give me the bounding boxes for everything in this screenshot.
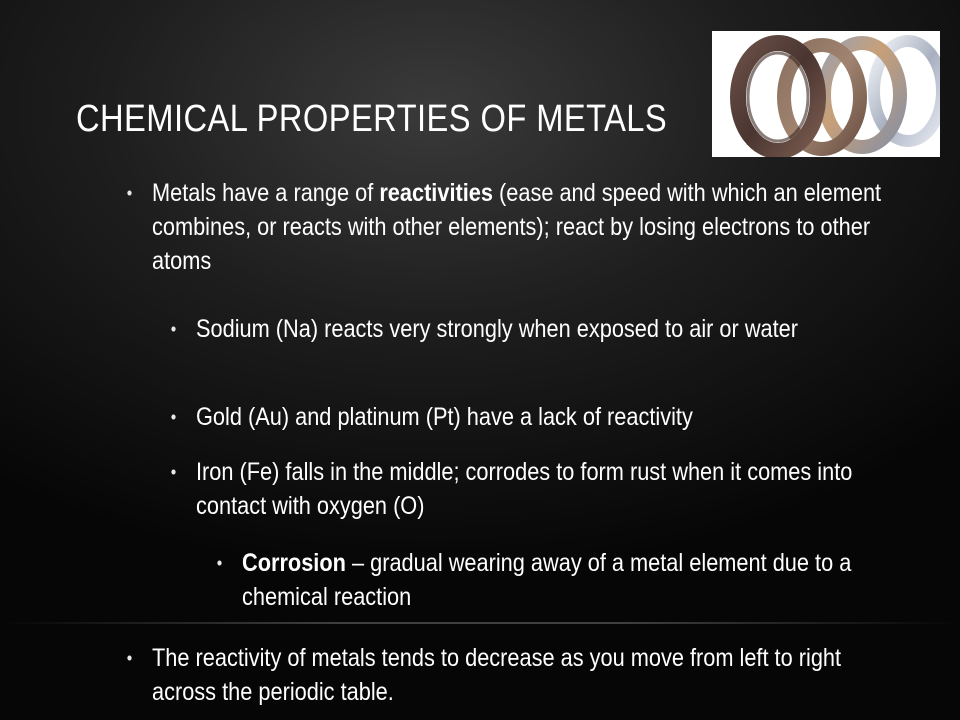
divider-line — [0, 622, 960, 624]
bullet-dot: • — [170, 462, 177, 482]
bullet-dot: • — [126, 648, 133, 668]
bullet-text: Iron (Fe) falls in the middle; corrodes to form rust when it comes into contact with oxygen (O) — [196, 458, 853, 520]
bullet-corrosion — [216, 546, 886, 614]
bullet-reactivities — [126, 176, 883, 278]
bullet-text: The reactivity of metals tends to decrease as you move from left to right across the periodic table. — [152, 644, 842, 706]
bullet-dot: • — [170, 407, 177, 427]
bullet-periodic-trend — [126, 641, 883, 709]
bullet-iron — [170, 455, 888, 523]
bullet-text: Metals have a range of — [152, 179, 380, 207]
bullet-sodium — [170, 312, 888, 346]
term-reactivities: reactivities — [379, 179, 493, 207]
bullet-text: Sodium (Na) reacts very strongly when exposed to air or water — [196, 315, 799, 343]
bullet-text: (ease and speed with which an element combines, or reacts with other elements); react by losing electrons to other atoms — [152, 179, 882, 275]
bullet-dot: • — [126, 183, 133, 203]
term-corrosion: Corrosion — [242, 549, 346, 577]
slide-title: CHEMICAL PROPERTIES OF METALS — [76, 98, 668, 140]
bullet-dot: • — [170, 319, 177, 339]
bullet-dot: • — [216, 553, 223, 573]
bullet-text: Gold (Au) and platinum (Pt) have a lack of reactivity — [196, 403, 693, 431]
bullet-text: – gradual wearing away of a metal element due to a chemical reaction — [242, 549, 852, 611]
bullet-gold-platinum — [170, 400, 888, 434]
